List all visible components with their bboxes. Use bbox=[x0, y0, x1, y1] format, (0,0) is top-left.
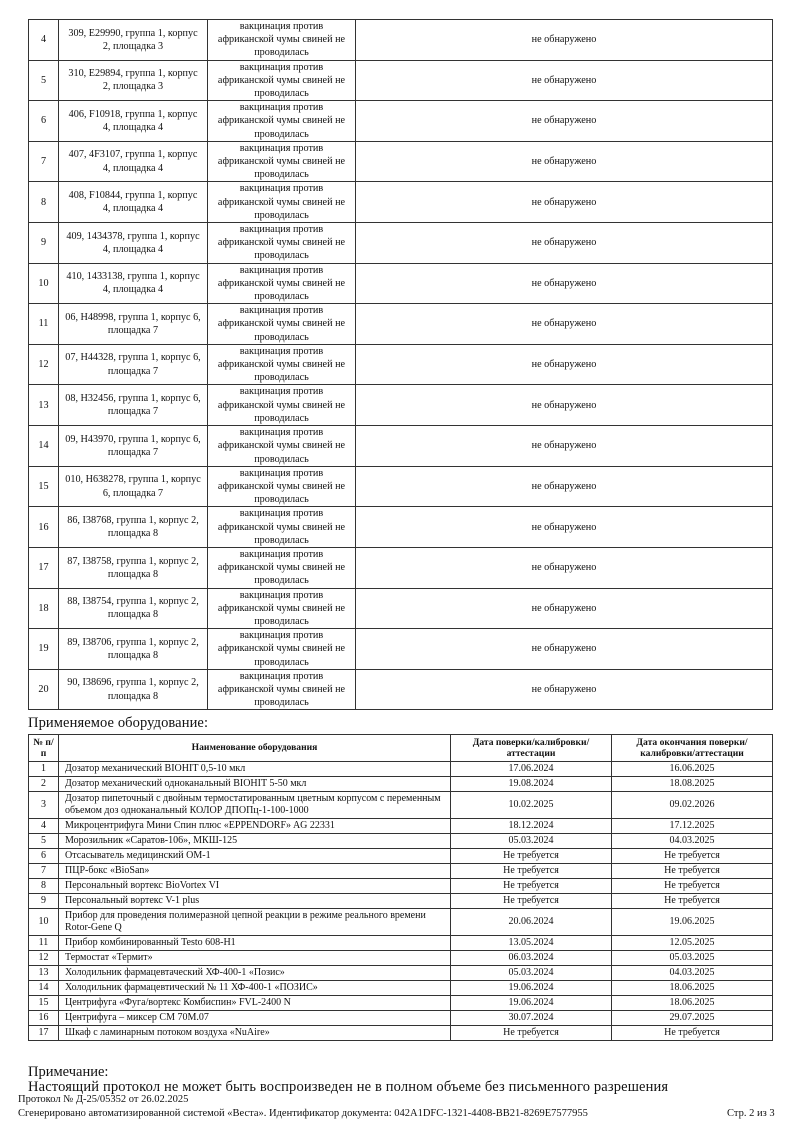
check-date: 18.12.2024 bbox=[451, 819, 612, 834]
equipment-row bbox=[29, 849, 773, 864]
check-date: 19.06.2024 bbox=[451, 981, 612, 996]
result-row bbox=[29, 182, 773, 223]
equipment-row bbox=[29, 777, 773, 792]
test-result: не обнаружено bbox=[356, 182, 773, 223]
vaccination-status: вакцинация против африканской чумы свиней не проводилась bbox=[208, 101, 356, 142]
result-row bbox=[29, 629, 773, 670]
animal-id: 87, I38758, группа 1, корпус 2, площадка 8 bbox=[59, 547, 208, 588]
animal-id: 010, H638278, группа 1, корпус 6, площадка 7 bbox=[59, 466, 208, 507]
result-row bbox=[29, 141, 773, 182]
test-result: не обнаружено bbox=[356, 426, 773, 467]
expiry-date: 16.06.2025 bbox=[612, 762, 773, 777]
equipment-name: Прибор комбинированный Testo 608-H1 bbox=[59, 936, 451, 951]
expiry-date: Не требуется bbox=[612, 879, 773, 894]
row-number: 20 bbox=[29, 669, 59, 710]
note-text: Настоящий протокол не может быть воспроизведен не в полном объеме без письменного разрешения bbox=[28, 1079, 669, 1095]
header-equipment-name: Наименование оборудования bbox=[59, 735, 451, 762]
expiry-date: 04.03.2025 bbox=[612, 966, 773, 981]
animal-id: 86, I38768, группа 1, корпус 2, площадка 8 bbox=[59, 507, 208, 548]
check-date: Не требуется bbox=[451, 879, 612, 894]
expiry-date: 05.03.2025 bbox=[612, 951, 773, 966]
check-date: Не требуется bbox=[451, 1026, 612, 1041]
expiry-date: 04.03.2025 bbox=[612, 834, 773, 849]
check-date: 20.06.2024 bbox=[451, 909, 612, 936]
equipment-number: 17 bbox=[29, 1026, 59, 1041]
equipment-number: 10 bbox=[29, 909, 59, 936]
row-number: 17 bbox=[29, 547, 59, 588]
equipment-name: Дозатор пипеточный с двойным термостатированным цветным корпусом с переменным объемом доз одноканальный КОЛОР ДПОПц-1-100-1000 bbox=[59, 792, 451, 819]
results-table bbox=[28, 19, 773, 710]
check-date: 05.03.2024 bbox=[451, 834, 612, 849]
animal-id: 410, 1433138, группа 1, корпус 4, площадка 4 bbox=[59, 263, 208, 304]
equipment-row bbox=[29, 819, 773, 834]
equipment-name: ПЦР-бокс «BioSan» bbox=[59, 864, 451, 879]
check-date: 17.06.2024 bbox=[451, 762, 612, 777]
test-result: не обнаружено bbox=[356, 385, 773, 426]
row-number: 7 bbox=[29, 141, 59, 182]
row-number: 8 bbox=[29, 182, 59, 223]
vaccination-status: вакцинация против африканской чумы свиней не проводилась bbox=[208, 588, 356, 629]
equipment-number: 8 bbox=[29, 879, 59, 894]
check-date: 06.03.2024 bbox=[451, 951, 612, 966]
footer-generated-by: Сгенерировано автоматизированной системой «Веста». Идентификатор документа: 042A1DFC-1321-4408-BB21-8269E7577955 bbox=[18, 1108, 588, 1119]
equipment-name: Термостат «Термит» bbox=[59, 951, 451, 966]
test-result: не обнаружено bbox=[356, 588, 773, 629]
test-result: не обнаружено bbox=[356, 20, 773, 61]
equipment-name: Морозильник «Саратов-106», МКШ-125 bbox=[59, 834, 451, 849]
animal-id: 90, I38696, группа 1, корпус 2, площадка 8 bbox=[59, 669, 208, 710]
equipment-number: 9 bbox=[29, 894, 59, 909]
expiry-date: Не требуется bbox=[612, 864, 773, 879]
equipment-name: Дозатор механический BIOHIT 0,5-10 мкл bbox=[59, 762, 451, 777]
expiry-date: 17.12.2025 bbox=[612, 819, 773, 834]
equipment-number: 14 bbox=[29, 981, 59, 996]
footer-protocol-number: Протокол № Д-25/05352 от 26.02.2025 bbox=[18, 1094, 189, 1105]
equipment-number: 5 bbox=[29, 834, 59, 849]
animal-id: 407, 4F3107, группа 1, корпус 4, площадка 4 bbox=[59, 141, 208, 182]
result-row bbox=[29, 101, 773, 142]
equipment-number: 13 bbox=[29, 966, 59, 981]
check-date: 19.08.2024 bbox=[451, 777, 612, 792]
result-row bbox=[29, 344, 773, 385]
vaccination-status: вакцинация против африканской чумы свиней не проводилась bbox=[208, 20, 356, 61]
result-row bbox=[29, 263, 773, 304]
result-row bbox=[29, 223, 773, 264]
equipment-row bbox=[29, 909, 773, 936]
animal-id: 08, H32456, группа 1, корпус 6, площадка 7 bbox=[59, 385, 208, 426]
equipment-name: Персональный вортекс V-1 plus bbox=[59, 894, 451, 909]
test-result: не обнаружено bbox=[356, 507, 773, 548]
equipment-row bbox=[29, 951, 773, 966]
animal-id: 09, H43970, группа 1, корпус 6, площадка 7 bbox=[59, 426, 208, 467]
equipment-row bbox=[29, 1011, 773, 1026]
expiry-date: Не требуется bbox=[612, 849, 773, 864]
check-date: Не требуется bbox=[451, 864, 612, 879]
row-number: 4 bbox=[29, 20, 59, 61]
animal-id: 309, E29990, группа 1, корпус 2, площадка 3 bbox=[59, 20, 208, 61]
result-row bbox=[29, 385, 773, 426]
equipment-name: Отсасыватель медицинский ОМ-1 bbox=[59, 849, 451, 864]
equipment-header-row bbox=[29, 735, 773, 762]
row-number: 9 bbox=[29, 223, 59, 264]
row-number: 6 bbox=[29, 101, 59, 142]
test-result: не обнаружено bbox=[356, 669, 773, 710]
animal-id: 89, I38706, группа 1, корпус 2, площадка 8 bbox=[59, 629, 208, 670]
equipment-name: Холодильник фармацевтический № 11 ХФ-400-1 «ПОЗИС» bbox=[59, 981, 451, 996]
vaccination-status: вакцинация против африканской чумы свиней не проводилась bbox=[208, 182, 356, 223]
row-number: 15 bbox=[29, 466, 59, 507]
equipment-row bbox=[29, 792, 773, 819]
check-date: 13.05.2024 bbox=[451, 936, 612, 951]
vaccination-status: вакцинация против африканской чумы свиней не проводилась bbox=[208, 385, 356, 426]
vaccination-status: вакцинация против африканской чумы свиней не проводилась bbox=[208, 426, 356, 467]
equipment-number: 2 bbox=[29, 777, 59, 792]
test-result: не обнаружено bbox=[356, 344, 773, 385]
header-check-date: Дата поверки/калибровки/аттестации bbox=[451, 735, 612, 762]
vaccination-status: вакцинация против африканской чумы свиней не проводилась bbox=[208, 263, 356, 304]
test-result: не обнаружено bbox=[356, 101, 773, 142]
expiry-date: 18.08.2025 bbox=[612, 777, 773, 792]
result-row bbox=[29, 20, 773, 61]
expiry-date: 12.05.2025 bbox=[612, 936, 773, 951]
vaccination-status: вакцинация против африканской чумы свиней не проводилась bbox=[208, 141, 356, 182]
note-label: Примечание: bbox=[28, 1064, 109, 1080]
vaccination-status: вакцинация против африканской чумы свиней не проводилась bbox=[208, 304, 356, 345]
check-date: Не требуется bbox=[451, 894, 612, 909]
equipment-number: 1 bbox=[29, 762, 59, 777]
animal-id: 408, F10844, группа 1, корпус 4, площадка 4 bbox=[59, 182, 208, 223]
equipment-row bbox=[29, 981, 773, 996]
equipment-row bbox=[29, 996, 773, 1011]
expiry-date: Не требуется bbox=[612, 1026, 773, 1041]
equipment-row bbox=[29, 834, 773, 849]
equipment-number: 11 bbox=[29, 936, 59, 951]
equipment-name: Прибор для проведения полимеразной цепной реакции в режиме реального времени Rotor-Gene Q bbox=[59, 909, 451, 936]
equipment-section-title: Применяемое оборудование: bbox=[28, 715, 209, 731]
animal-id: 88, I38754, группа 1, корпус 2, площадка 8 bbox=[59, 588, 208, 629]
animal-id: 06, H48998, группа 1, корпус 6, площадка 7 bbox=[59, 304, 208, 345]
row-number: 5 bbox=[29, 60, 59, 101]
equipment-name: Холодильник фармацевтачеcкий ХФ-400-1 «Позис» bbox=[59, 966, 451, 981]
animal-id: 310, E29894, группа 1, корпус 2, площадка 3 bbox=[59, 60, 208, 101]
check-date: 10.02.2025 bbox=[451, 792, 612, 819]
row-number: 16 bbox=[29, 507, 59, 548]
test-result: не обнаружено bbox=[356, 141, 773, 182]
animal-id: 07, H44328, группа 1, корпус 6, площадка 7 bbox=[59, 344, 208, 385]
expiry-date: 18.06.2025 bbox=[612, 981, 773, 996]
equipment-number: 4 bbox=[29, 819, 59, 834]
vaccination-status: вакцинация против африканской чумы свиней не проводилась bbox=[208, 60, 356, 101]
test-result: не обнаружено bbox=[356, 466, 773, 507]
row-number: 13 bbox=[29, 385, 59, 426]
test-result: не обнаружено bbox=[356, 263, 773, 304]
results-table-body bbox=[29, 20, 773, 710]
expiry-date: Не требуется bbox=[612, 894, 773, 909]
row-number: 14 bbox=[29, 426, 59, 467]
equipment-table bbox=[28, 734, 773, 1041]
equipment-name: Центрифуга «Фуга/вортекс Комбиспин» FVL-2400 N bbox=[59, 996, 451, 1011]
equipment-row bbox=[29, 894, 773, 909]
row-number: 12 bbox=[29, 344, 59, 385]
vaccination-status: вакцинация против африканской чумы свиней не проводилась bbox=[208, 344, 356, 385]
row-number: 19 bbox=[29, 629, 59, 670]
equipment-name: Шкаф с ламинарным потоком воздуха «NuAire» bbox=[59, 1026, 451, 1041]
result-row bbox=[29, 588, 773, 629]
row-number: 10 bbox=[29, 263, 59, 304]
row-number: 18 bbox=[29, 588, 59, 629]
test-result: не обнаружено bbox=[356, 304, 773, 345]
expiry-date: 19.06.2025 bbox=[612, 909, 773, 936]
header-number: № п/п bbox=[29, 735, 59, 762]
vaccination-status: вакцинация против африканской чумы свиней не проводилась bbox=[208, 547, 356, 588]
result-row bbox=[29, 547, 773, 588]
vaccination-status: вакцинация против африканской чумы свиней не проводилась bbox=[208, 223, 356, 264]
check-date: 19.06.2024 bbox=[451, 996, 612, 1011]
animal-id: 406, F10918, группа 1, корпус 4, площадка 4 bbox=[59, 101, 208, 142]
equipment-row bbox=[29, 762, 773, 777]
result-row bbox=[29, 466, 773, 507]
equipment-number: 16 bbox=[29, 1011, 59, 1026]
equipment-name: Микроцентрифуга Мини Спин плюс «EPPENDORF» AG 22331 bbox=[59, 819, 451, 834]
equipment-name: Дозатор механический одноканальный BIOHIT 5-50 мкл bbox=[59, 777, 451, 792]
result-row bbox=[29, 304, 773, 345]
equipment-name: Персональный вортекс BioVortex VI bbox=[59, 879, 451, 894]
vaccination-status: вакцинация против африканской чумы свиней не проводилась bbox=[208, 507, 356, 548]
result-row bbox=[29, 60, 773, 101]
equipment-row bbox=[29, 1026, 773, 1041]
equipment-row bbox=[29, 936, 773, 951]
animal-id: 409, 1434378, группа 1, корпус 4, площадка 4 bbox=[59, 223, 208, 264]
header-expiry-date: Дата окончания поверки/калибровки/аттестации bbox=[612, 735, 773, 762]
vaccination-status: вакцинация против африканской чумы свиней не проводилась bbox=[208, 629, 356, 670]
expiry-date: 29.07.2025 bbox=[612, 1011, 773, 1026]
check-date: 05.03.2024 bbox=[451, 966, 612, 981]
equipment-number: 15 bbox=[29, 996, 59, 1011]
equipment-name: Центрифуга – миксер СМ 70М.07 bbox=[59, 1011, 451, 1026]
equipment-row bbox=[29, 864, 773, 879]
test-result: не обнаружено bbox=[356, 223, 773, 264]
equipment-row bbox=[29, 966, 773, 981]
result-row bbox=[29, 507, 773, 548]
equipment-row bbox=[29, 879, 773, 894]
equipment-number: 12 bbox=[29, 951, 59, 966]
footer-page-number: Стр. 2 из 3 bbox=[727, 1108, 775, 1119]
equipment-table-body bbox=[29, 762, 773, 1041]
equipment-number: 7 bbox=[29, 864, 59, 879]
equipment-number: 6 bbox=[29, 849, 59, 864]
check-date: Не требуется bbox=[451, 849, 612, 864]
vaccination-status: вакцинация против африканской чумы свиней не проводилась bbox=[208, 669, 356, 710]
test-result: не обнаружено bbox=[356, 629, 773, 670]
vaccination-status: вакцинация против африканской чумы свиней не проводилась bbox=[208, 466, 356, 507]
check-date: 30.07.2024 bbox=[451, 1011, 612, 1026]
result-row bbox=[29, 669, 773, 710]
result-row bbox=[29, 426, 773, 467]
test-result: не обнаружено bbox=[356, 547, 773, 588]
row-number: 11 bbox=[29, 304, 59, 345]
expiry-date: 18.06.2025 bbox=[612, 996, 773, 1011]
equipment-number: 3 bbox=[29, 792, 59, 819]
test-result: не обнаружено bbox=[356, 60, 773, 101]
expiry-date: 09.02.2026 bbox=[612, 792, 773, 819]
